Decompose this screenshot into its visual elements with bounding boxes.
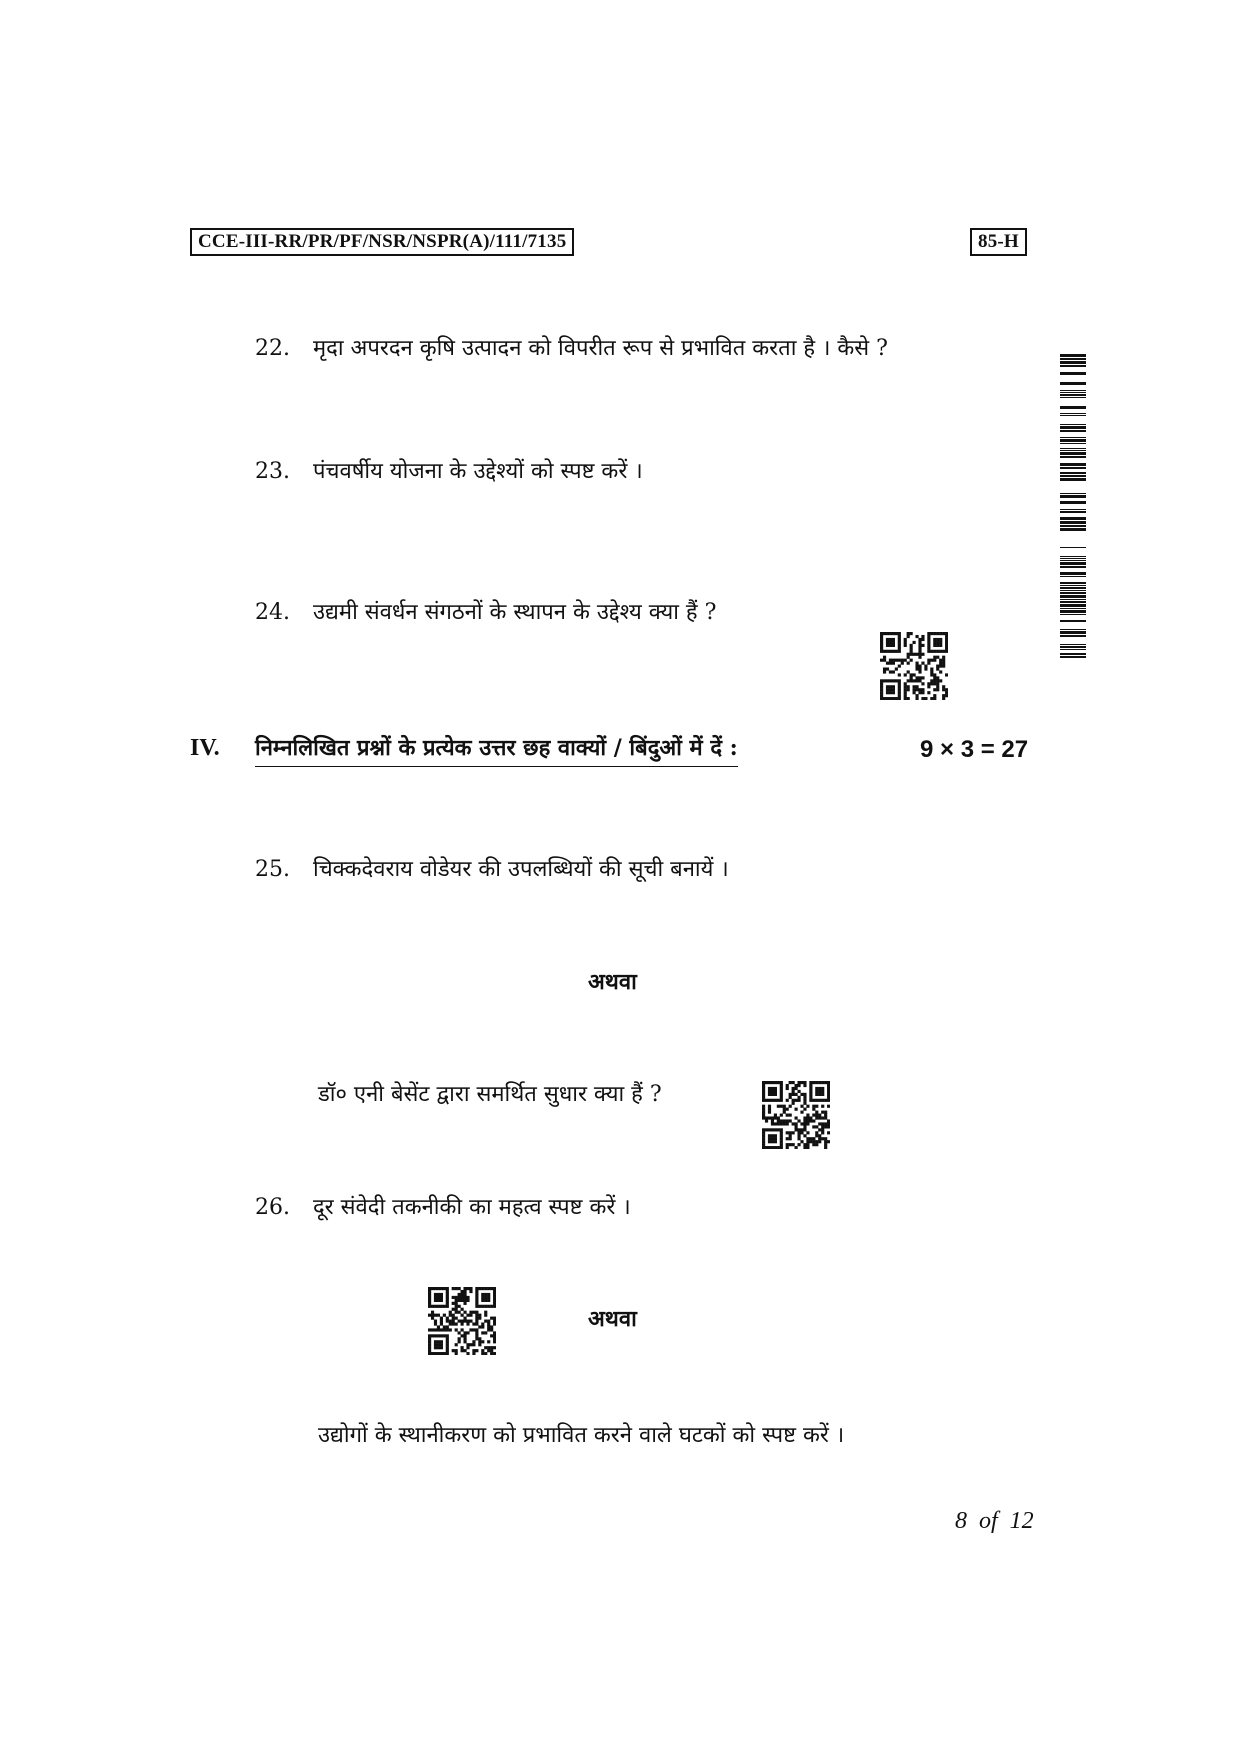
subject-code: 85-H [970, 228, 1027, 256]
question-number: 24. [255, 600, 290, 625]
qr-code [762, 1081, 830, 1149]
question-26-alternative: उद्योगों के स्थानीकरण को प्रभावित करने वाले घटकों को स्पष्ट करें । [318, 1423, 845, 1448]
question-text: मृदा अपरदन कृषि उत्पादन को विपरीत रूप से प्रभावित करता है । कैसे ? [313, 336, 888, 361]
or-label: अथवा [588, 969, 637, 995]
question-number: 26. [255, 1195, 290, 1220]
barcode [1060, 345, 1086, 665]
section-marks: 9 × 3 = 27 [920, 736, 1029, 763]
qr-code [880, 632, 948, 700]
question-number: 23. [255, 459, 290, 484]
section-number: IV. [190, 735, 220, 761]
question-25 [255, 855, 729, 885]
question-23 [255, 457, 643, 487]
question-22 [255, 334, 888, 364]
question-text: चिक्कदेवराय वोडेयर की उपलब्धियों की सूची बनायें । [313, 857, 729, 882]
section-instruction: निम्नलिखित प्रश्नों के प्रत्येक उत्तर छह वाक्यों / बिंदुओं में दें : [255, 732, 738, 767]
question-25-alternative: डॉ० एनी बेसेंट द्वारा समर्थित सुधार क्या हैं ? [318, 1082, 662, 1107]
question-26 [255, 1193, 631, 1223]
qr-code [428, 1287, 496, 1355]
question-text: पंचवर्षीय योजना के उद्देश्यों को स्पष्ट करें । [313, 459, 643, 484]
question-text: उद्यमी संवर्धन संगठनों के स्थापन के उद्देश्य क्या हैं ? [313, 600, 717, 625]
question-24 [255, 598, 716, 628]
page-number: 8 of 12 [955, 1508, 1034, 1534]
paper-code: CCE-III-RR/PR/PF/NSR/NSPR(A)/111/7135 [190, 228, 574, 256]
question-text: दूर संवेदी तकनीकी का महत्व स्पष्ट करें । [313, 1195, 631, 1220]
or-label: अथवा [588, 1306, 637, 1332]
question-number: 22. [255, 336, 290, 361]
question-number: 25. [255, 857, 290, 882]
